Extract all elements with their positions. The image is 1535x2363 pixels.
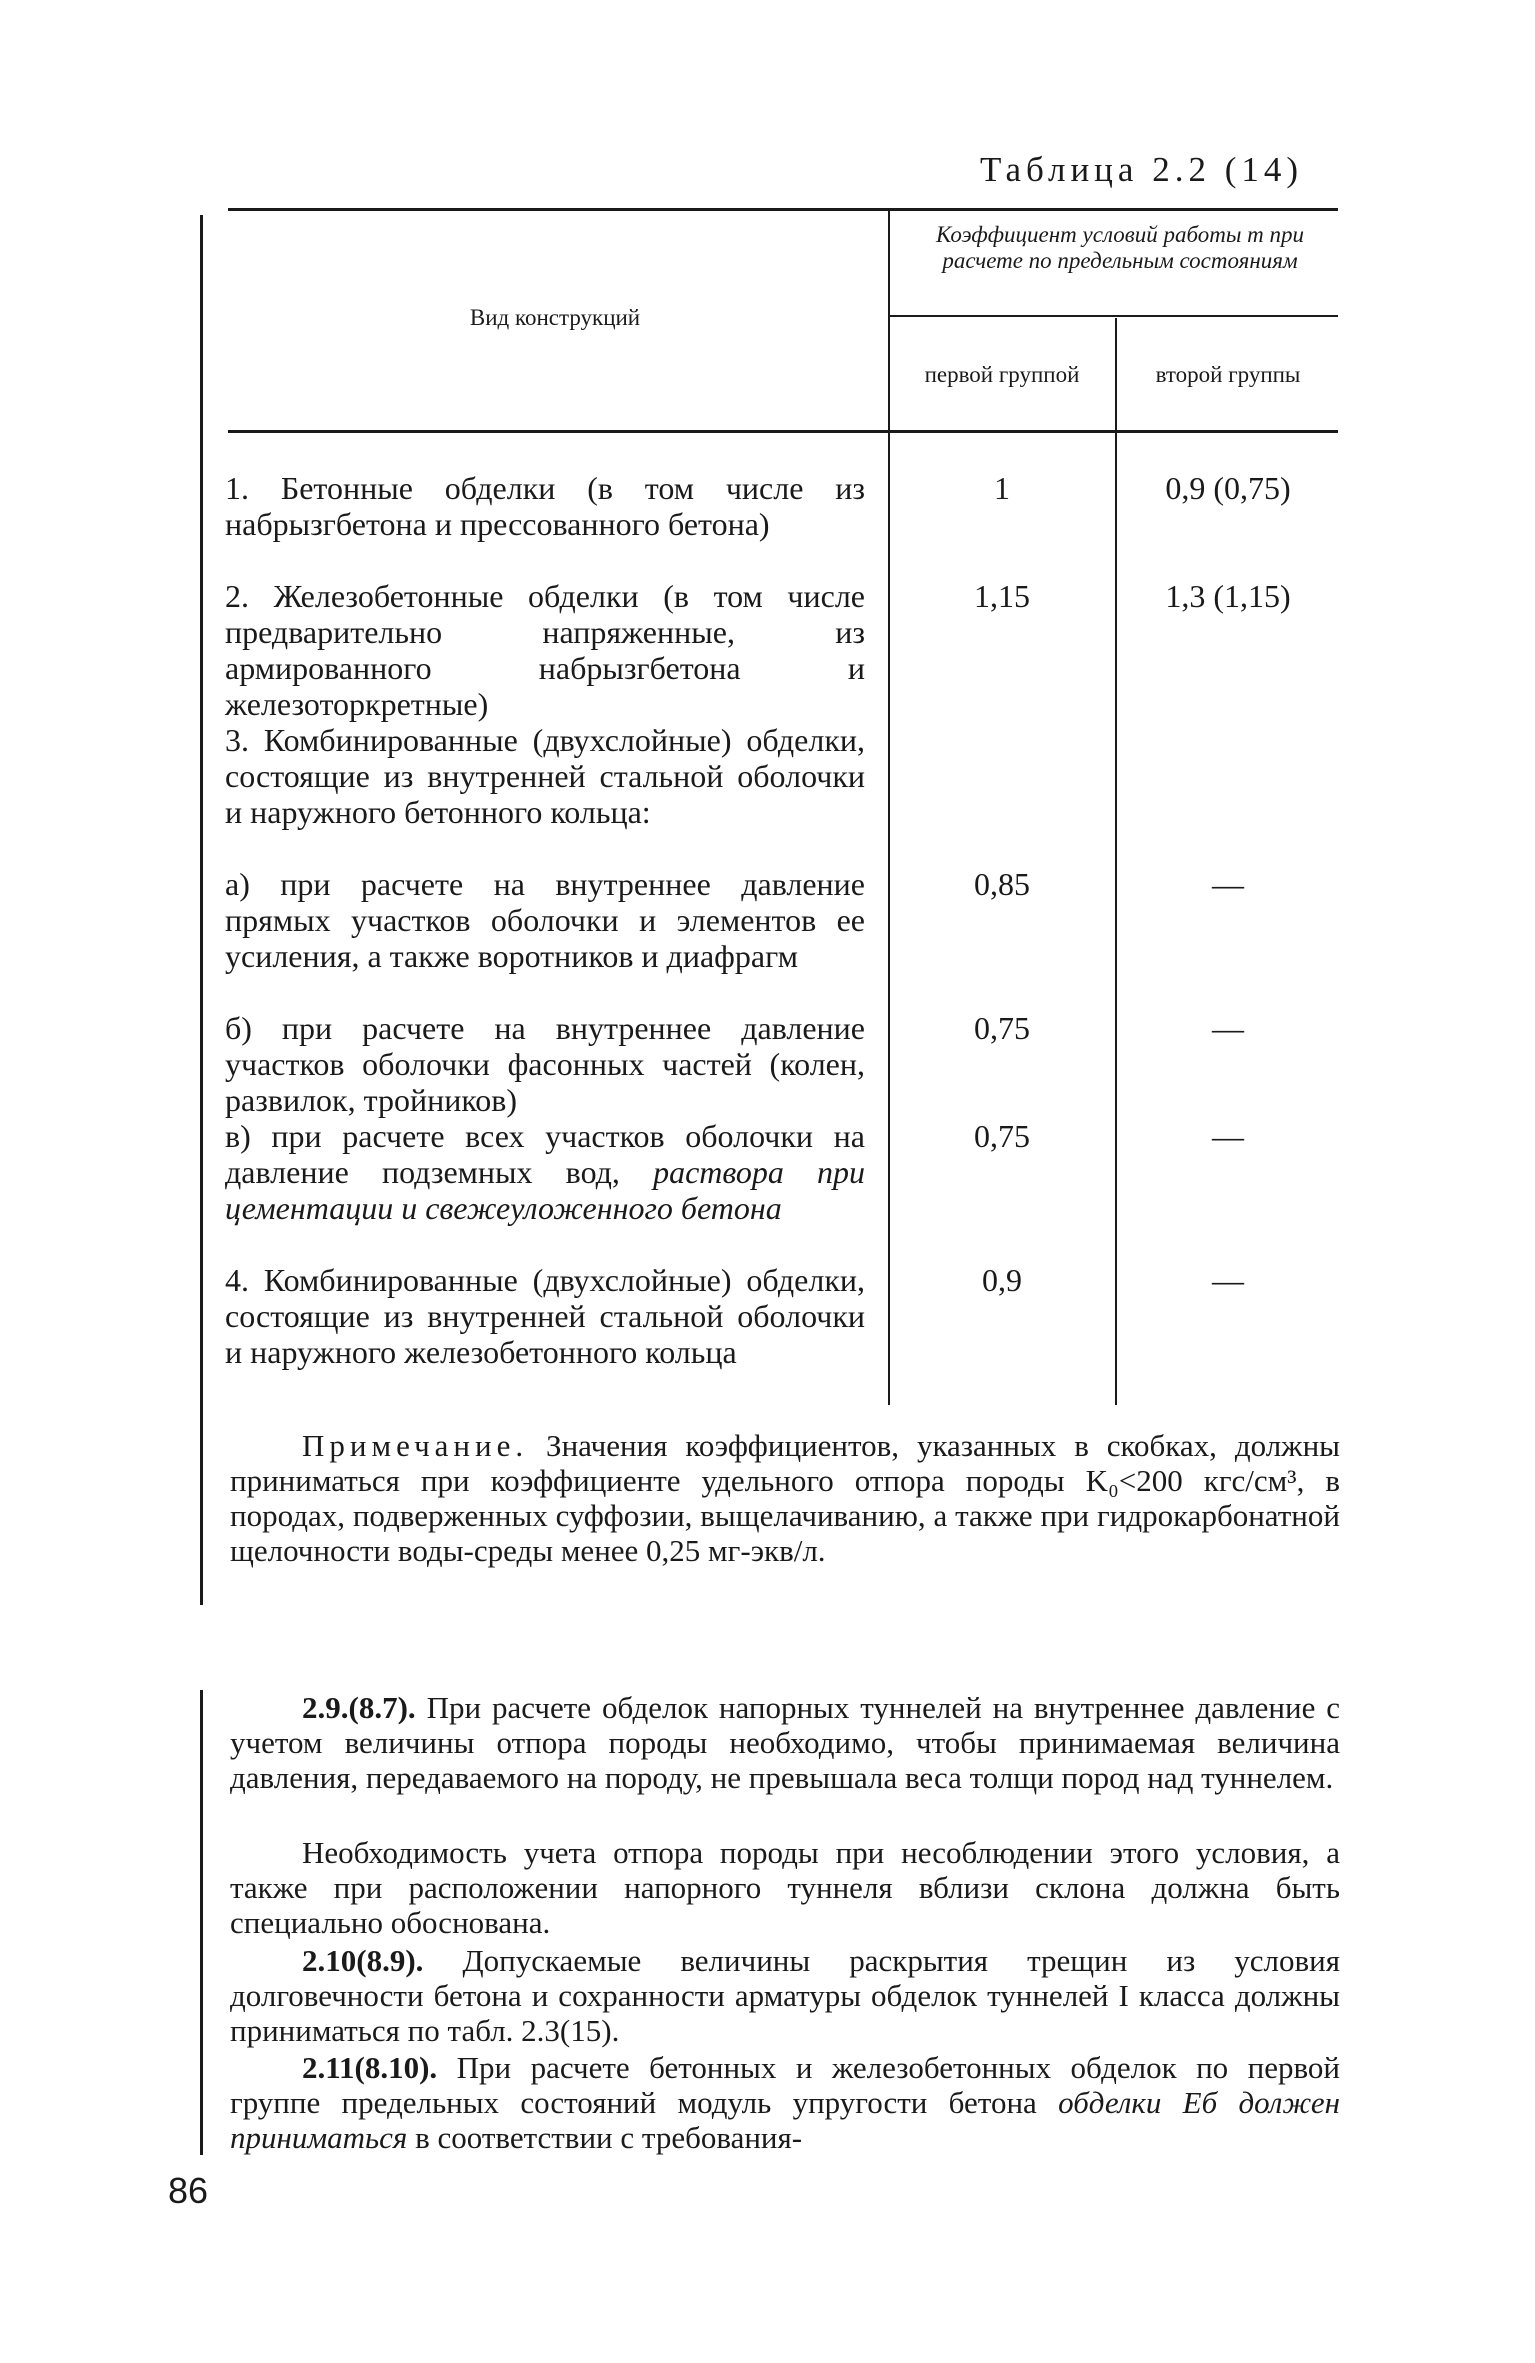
table-caption: Таблица 2.2 (14) (980, 150, 1304, 189)
paragraph-2-11-text: При расчете бетонных и железобетонных обделок по первой группе предельных состояний модуль упругости бетона (230, 2050, 1341, 2120)
table-row-2-second: 1,3 (1,15) (1165, 578, 1291, 614)
table-row-1-text: 1. Бетонные обделки (в том числе из набрызгбетона и прессованного бетона) (225, 470, 865, 542)
margin-bar-bottom (200, 1690, 203, 2155)
table-row-3c-first: 0,75 (974, 1118, 1030, 1154)
table-row-3a-text: а) при расчете на внутреннее давление прямых участков оболочки и элементов ее усиления, а также воротников и диафрагм (225, 866, 865, 974)
col-divider-1 (888, 210, 890, 1405)
paragraph-2-9-text: При расчете обделок напорных туннелей на внутреннее давление с учетом величины отпора породы необходимо, чтобы принимаемая величина давления, передаваемого на породу, не превышала веса толщи пород над туннелем. (230, 1690, 1340, 1795)
paragraph-2-10 (230, 1943, 1340, 2048)
note-text: Значения коэффициентов, указанных в скобках, должны приниматься при коэффициенте удельного отпора породы K₀<200 кгс/см³, в породах, подверженных суффозии, выщелачиванию, а также при гидрокарбонатной щелочности воды-среды менее 0,25 мг-экв/л. (230, 1428, 1340, 1568)
table-row-1-second: 0,9 (0,75) (1165, 470, 1291, 506)
table-row-3c-italic: раствора при цементации и свежеуложенного бетона (225, 1154, 866, 1226)
paragraph-2-11-italic: обделки Eб должен приниматься (230, 2085, 1340, 2155)
table-row-4-text: 4. Комбинированные (двухслойные) обделки, состоящие из внутренней стальной оболочки и наружного железобетонного кольца (225, 1262, 865, 1370)
header-col-second: второй группы (1155, 362, 1301, 387)
col-divider-2 (1115, 318, 1117, 1405)
paragraph-necessity: Необходимость учета отпора породы при несоблюдении этого условия, а также при расположении напорного туннеля вблизи склона должна быть специально обоснована. (230, 1835, 1340, 1940)
page-number: 86 (168, 2170, 209, 2211)
table-row-3c-plain: в) при расчете всех участков оболочки на давление подземных вод, (225, 1118, 865, 1190)
table-row-3b-text: б) при расчете на внутреннее давление участков оболочки фасонных частей (колен, развилок, тройников) (225, 1010, 865, 1118)
header-bottom-rule (228, 430, 1338, 433)
header-coef-group: Коэффициент условий работы m при расчете по предельным состояниям (935, 222, 1305, 274)
header-col-type: Вид конструкций (469, 305, 641, 330)
table-top-rule (228, 208, 1338, 211)
table-row-3b-second: — (1212, 1010, 1244, 1046)
paragraph-2-11-tail: в соответствии с требования- (415, 2120, 803, 2155)
table-row-3c-second: — (1212, 1118, 1244, 1154)
table-row-3a-first: 0,85 (974, 866, 1030, 902)
paragraph-2-9 (230, 1690, 1340, 1795)
table-row-1-first: 1 (994, 470, 1010, 506)
margin-bar-top (200, 215, 203, 1605)
note-lead: Примечание. (302, 1428, 529, 1463)
paragraph-2-11 (230, 2050, 1340, 2155)
table-row-3b-first: 0,75 (974, 1010, 1030, 1046)
paragraph-2-10-num: 2.10(8.9). (302, 1943, 424, 1978)
table-row-4-second: — (1212, 1262, 1244, 1298)
table-row-3a-second: — (1212, 866, 1244, 902)
paragraph-2-9-num: 2.9.(8.7). (302, 1690, 416, 1725)
header-col-first: первой группой (924, 362, 1080, 387)
table-row-2-first: 1,15 (974, 578, 1030, 614)
table-row-3c-text (225, 1118, 865, 1226)
table-row-4-first: 0,9 (982, 1262, 1022, 1298)
paragraph-2-11-num: 2.11(8.10). (302, 2050, 438, 2085)
table-row-2-text: 2. Железобетонные обделки (в том числе предварительно напряженные, из армированного набрызгбетона и железоторкретные) (225, 578, 865, 722)
table-row-3-text: 3. Комбинированные (двухслойные) обделки, состоящие из внутренней стальной оболочки и наружного бетонного кольца: (225, 722, 865, 830)
paragraph-2-10-text: Допускаемые величины раскрытия трещин из условия долговечности бетона и сохранности арматуры обделок туннелей I класса должны приниматься по табл. 2.3(15). (230, 1943, 1341, 2048)
header-mid-rule (890, 315, 1338, 317)
table-note (230, 1428, 1340, 1568)
